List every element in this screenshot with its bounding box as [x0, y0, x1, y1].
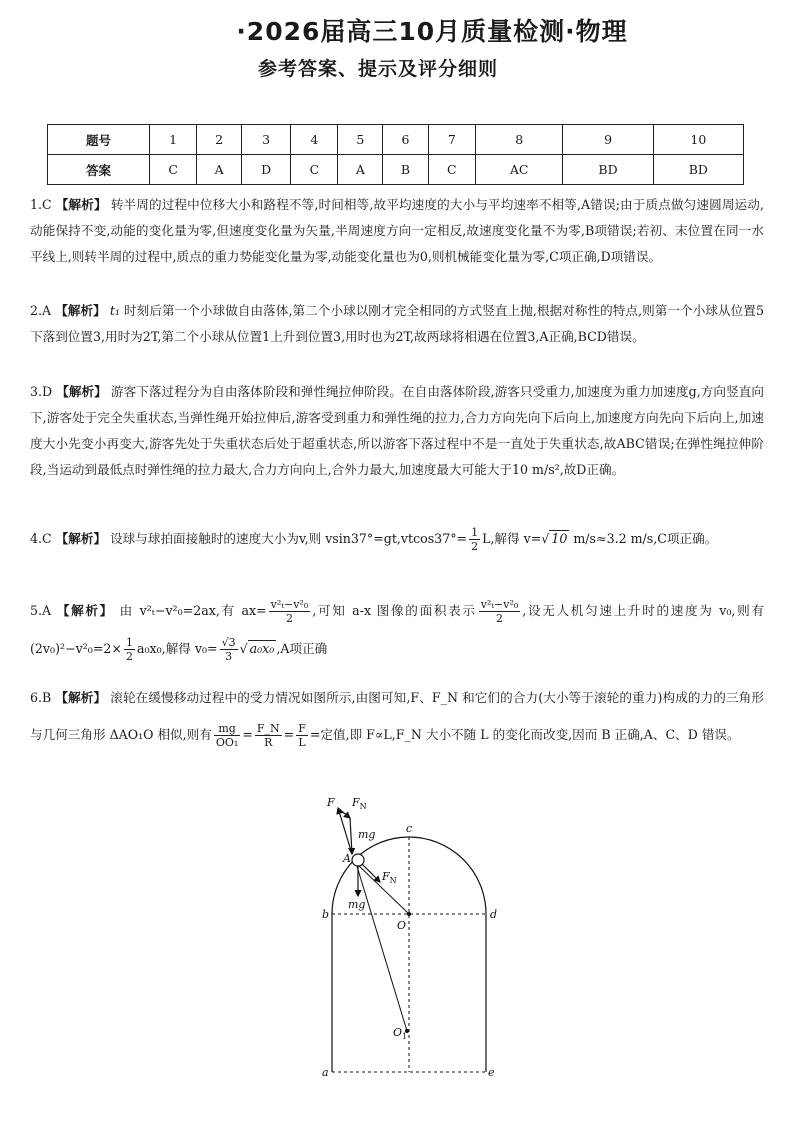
- answer-cell: C: [428, 155, 475, 185]
- label-F: F: [327, 796, 335, 809]
- number-cell: 9: [563, 125, 653, 155]
- label-A: A: [343, 852, 351, 865]
- row-label-number: 题号: [48, 125, 150, 155]
- solution-text: 设球与球拍面接触时的速度大小为v,则 vsin37°=gt,vtcos37°=: [110, 531, 468, 546]
- question-6-solution: 6.B 【解析】 滚轮在缓慢移动过程中的受力情况如图所示,由图可知,F、F_N 和它们的合力(大小等于滚轮的重力)构成的力的三角形与几何三角形 ΔAO₁O 相似,则有 $\frac{mg}{\text{OO₁}}$ = $\frac{F\_N}{R}$ = $\frac{F}{L}$ =定值,即 F∝L,F_N 大小不随 L 的变化而改变,因而 B 正确,A、C、D 错误。: [30, 690, 764, 749]
- answer-cell: BD: [563, 155, 653, 185]
- analysis-tag: 【解析】: [55, 531, 107, 546]
- number-cell: 10: [653, 125, 743, 155]
- question-number: 4.C: [30, 531, 52, 546]
- label-a: a: [322, 1066, 329, 1079]
- answer-cell: D: [242, 155, 291, 185]
- solution-text: 游客下落过程分为自由落体阶段和弹性绳拉伸阶段。在自由落体阶段,游客只受重力,加速度为重力加速度g,方向竖直向下,游客处于完全失重状态,当弹性绳开始拉伸后,游客受到重力和弹性绳的拉力,合力方向先向下后向上,加速度方向先向下后向上,加速度大小先变小再变大,游客先处于失重状态后处于超重状态,所以游客下落过程中不是一直处于失重状态,故ABC错误;在弹性绳拉伸阶段,当运动到最低点时弹性绳的拉力最大,合力方向向上,合外力最大,加速度最大可能大于10 m/s²,故D正确。: [30, 384, 765, 477]
- question-3-solution: [30, 379, 764, 483]
- question-4-solution: 4.C 【解析】 设球与球拍面接触时的速度大小为v,则 vsin37°=gt,vtcos37°= $\frac{1}{2}$ L,解得 v=√ 10 m/s≈3.2 m/s,C项正确。: [30, 526, 718, 553]
- sqrt-value: 10: [551, 531, 568, 546]
- answer-cell: C: [150, 155, 197, 185]
- answer-cell: A: [338, 155, 383, 185]
- answer-cell: A: [197, 155, 242, 185]
- label-FN-right: $F_N$: [382, 870, 397, 885]
- fraction: $\frac{F}{L}$: [298, 722, 306, 749]
- fraction: $\frac{√3}{3}$: [221, 636, 236, 663]
- analysis-tag: 【解析】: [55, 197, 107, 212]
- fraction: $\frac{mg}{\text{OO₁}}$: [215, 722, 239, 749]
- question-5-solution: 5.A 【解析】 由 v²ₜ−v²₀=2ax,有 ax= $\frac{\text{v²ₜ−v²₀}}{2}$ ,可知 a-x 图像的面积表示 $\frac{\text{v²ₜ−v²₀}}{2}$ ,设无人机匀速上升时的速度为 v₀,则有(2v₀)²−v²₀=2× $\frac{1}{2}$ a₀x₀,解得 v₀= $\frac{√3}{3}$ √ a₀x₀ ,A项正确: [30, 598, 764, 663]
- label-mg-bottom: mg: [348, 898, 366, 911]
- force-arrow-F: [338, 808, 352, 854]
- number-cell: 1: [150, 125, 197, 155]
- fraction: $\frac{\text{v²ₜ−v²₀}}{2}$: [480, 598, 519, 625]
- sqrt-value: a₀x₀: [249, 641, 275, 656]
- solution-text: 时刻后第一个小球做自由落体,第二个小球以刚才完全相同的方式竖直上抛,根据对称性的特点,则第一个小球从位置5下落到位置3,用时为2T,第二个小球从位置1上升到位置3,用时也为2T,故两球将相遇在位置3,A正确,BCD错误。: [30, 303, 764, 344]
- question-number: 2.A: [30, 303, 52, 318]
- force-diagram: [300, 784, 520, 1084]
- question-1-solution: [30, 192, 764, 270]
- question-number: 1.C: [30, 197, 52, 212]
- force-arrow-FN-right: [362, 864, 380, 882]
- question-number: 3.D: [30, 384, 53, 399]
- label-O: O: [397, 919, 407, 932]
- fraction: $\frac{1}{2}$: [125, 636, 133, 663]
- answer-cell: C: [291, 155, 338, 185]
- solution-text: L,解得 v=: [482, 531, 542, 546]
- analysis-tag: 【解析】: [56, 384, 107, 399]
- solution-text: ,设无人机匀速上升时的速度为 v₀,则有(2v₀)²−v²₀=2×: [30, 603, 764, 656]
- number-cell: 6: [383, 125, 428, 155]
- label-d: d: [490, 908, 498, 921]
- number-cell: 3: [242, 125, 291, 155]
- number-cell: 2: [197, 125, 242, 155]
- fraction: $\frac{1}{2}$: [471, 526, 479, 553]
- solution-text: 转半周的过程中位移大小和路程不等,时间相等,故平均速度的大小与平均速率不相等,A错误;由于质点做匀速圆周运动,动能保持不变,动能的变化量为零,但速度变化量为矢量,半周速度方向一定相反,故速度变化量不为零,B项错误;若初、末位置在同一水平线上,则转半周的过程中,质点的重力势能变化量为零,动能变化量也为0,则机械能变化量为零,C项正确,D项错误。: [30, 197, 764, 264]
- label-e: e: [488, 1066, 495, 1079]
- label-b: b: [322, 908, 330, 921]
- question-number: 5.A: [30, 603, 52, 618]
- solution-text: 由 v²ₜ−v²₀=2ax,有 ax=: [119, 603, 267, 618]
- solution-text: ,A项正确: [276, 641, 328, 656]
- answer-cell: BD: [653, 155, 743, 185]
- label-O1: $O_1$: [393, 1026, 408, 1041]
- label-mg-top: mg: [358, 828, 376, 841]
- answer-table: [47, 124, 744, 185]
- solution-text: =定值,即 F∝L,F_N 大小不随 L 的变化而改变,因而 B 正确,A、C、D 错误。: [309, 727, 740, 742]
- analysis-tag: 【解析】: [55, 690, 107, 705]
- table-row-numbers: [48, 125, 744, 155]
- solution-text: 滚轮在缓慢移动过程中的受力情况如图所示,由图可知,F、F_N 和它们的合力(大小等于滚轮的重力)构成的力的三角形与几何三角形 ΔAO₁O 相似,则有: [30, 690, 764, 742]
- page-subtitle: 参考答案、提示及评分细则: [258, 58, 499, 80]
- analysis-tag: 【解析】: [55, 303, 106, 318]
- number-cell: 5: [338, 125, 383, 155]
- question-number: 6.B: [30, 690, 52, 705]
- number-cell: 8: [475, 125, 562, 155]
- point-O: [407, 912, 411, 916]
- page-title: ·2026届高三10月质量检测·物理: [236, 17, 628, 46]
- solution-text: m/s≈3.2 m/s,C项正确。: [569, 531, 718, 546]
- table-row-answers: [48, 155, 744, 185]
- fraction: $\frac{F\_N}{R}$: [256, 722, 280, 749]
- answer-cell: AC: [475, 155, 562, 185]
- number-cell: 7: [428, 125, 475, 155]
- number-cell: 4: [291, 125, 338, 155]
- analysis-tag: 【解析】: [56, 603, 114, 618]
- label-FN-top: $F_N$: [352, 796, 367, 811]
- question-2-solution: [30, 298, 764, 350]
- label-c: c: [406, 822, 413, 835]
- math-symbol: t₁: [109, 303, 120, 318]
- row-label-answer: 答案: [48, 155, 150, 185]
- answer-cell: B: [383, 155, 428, 185]
- solution-text: a₀x₀,解得 v₀=: [136, 641, 218, 656]
- fraction: $\frac{\text{v²ₜ−v²₀}}{2}$: [270, 598, 309, 625]
- solution-text: ,可知 a-x 图像的面积表示: [312, 603, 477, 618]
